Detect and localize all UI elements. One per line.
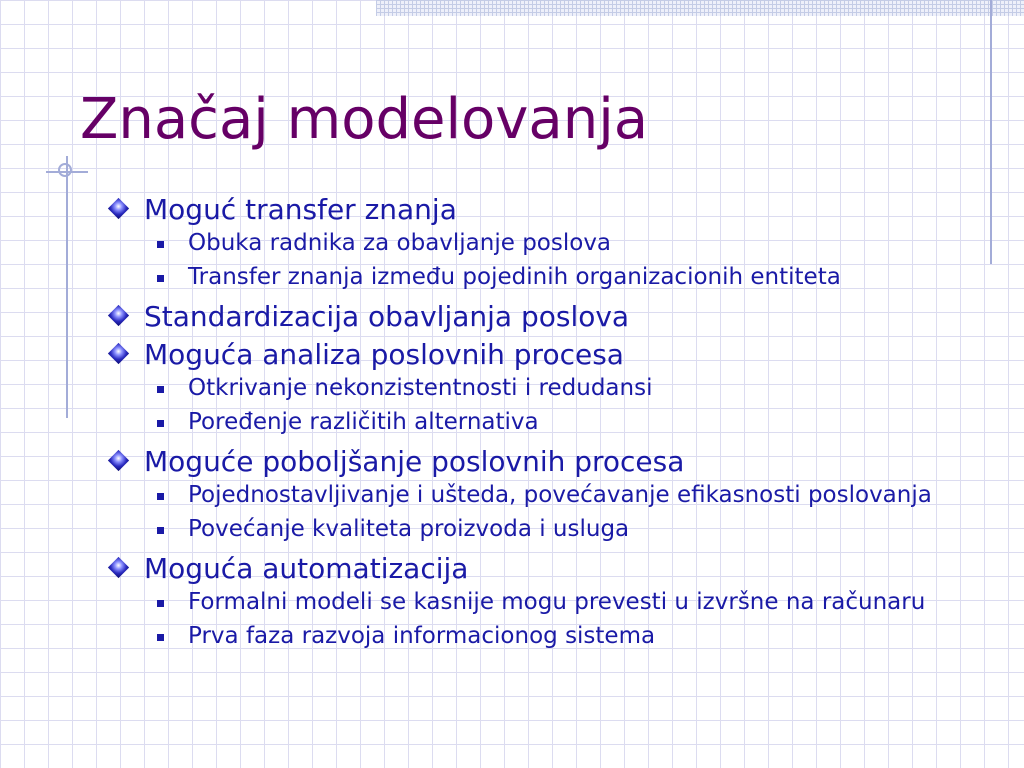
sub-bullet-item (108, 623, 1008, 650)
square-bullet-icon (157, 241, 164, 248)
bullet-text: Moguća automatizacija (144, 552, 469, 585)
left-decorative-line (66, 156, 68, 418)
diamond-bullet-icon (108, 557, 129, 578)
sub-bullet-text: Transfer znanja između pojedinih organizacionih entiteta (188, 264, 841, 290)
square-bullet-icon (157, 386, 164, 393)
sub-bullet-text: Obuka radnika za obavljanje poslova (188, 230, 612, 256)
bullet-item (108, 551, 1008, 587)
square-bullet-icon (157, 527, 164, 534)
sub-bullet-item (108, 409, 1008, 436)
square-bullet-icon (157, 493, 164, 500)
sub-bullet-item (108, 230, 1008, 257)
square-bullet-icon (157, 634, 164, 641)
bullet-text: Standardizacija obavljanja poslova (144, 300, 630, 333)
diamond-bullet-icon (108, 343, 129, 364)
diamond-bullet-icon (108, 198, 129, 219)
sub-bullet-item (108, 264, 1008, 291)
diamond-bullet-icon (108, 305, 129, 326)
bullet-item (108, 192, 1008, 228)
sub-bullet-text: Prva faza razvoja informacionog sistema (188, 623, 656, 649)
bullet-text: Moguće poboljšanje poslovnih procesa (144, 445, 685, 478)
sub-bullet-item (108, 516, 1008, 543)
square-bullet-icon (157, 275, 164, 282)
bullet-text: Moguć transfer znanja (144, 193, 457, 226)
bullet-item (108, 444, 1008, 480)
sub-bullet-text: Povećanje kvaliteta proizvoda i usluga (188, 516, 630, 542)
sub-bullet-text: Poređenje različitih alternativa (188, 409, 539, 435)
bullet-item (108, 337, 1008, 373)
sub-bullet-item (108, 589, 1008, 616)
sub-bullet-item (108, 375, 1008, 402)
diamond-bullet-icon (108, 450, 129, 471)
bullet-text: Moguća analiza poslovnih procesa (144, 338, 624, 371)
sub-bullet-item (108, 482, 1008, 509)
square-bullet-icon (157, 420, 164, 427)
slide-content (108, 192, 1008, 650)
square-bullet-icon (157, 600, 164, 607)
sub-bullet-text: Pojednostavljivanje i ušteda, povećavanje efikasnosti poslovanja (188, 482, 932, 508)
top-decorative-band (376, 0, 1024, 16)
sub-bullet-text: Formalni modeli se kasnije mogu prevesti u izvršne na računaru (188, 589, 926, 615)
slide-title: Značaj modelovanja (80, 87, 649, 152)
bullet-item (108, 299, 1008, 335)
left-decorative-ring (58, 163, 72, 177)
sub-bullet-text: Otkrivanje nekonzistentnosti i redudansi (188, 375, 653, 401)
